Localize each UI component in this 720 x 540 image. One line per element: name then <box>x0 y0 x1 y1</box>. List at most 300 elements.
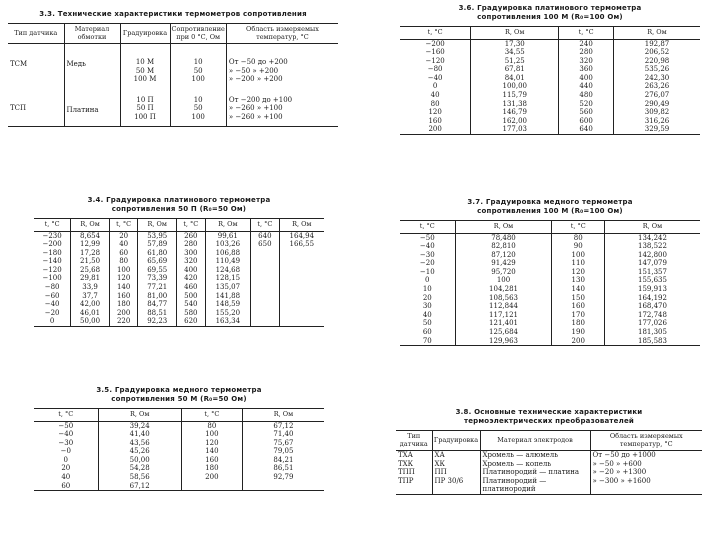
table-cell: 120 <box>428 108 442 117</box>
table-cell: 67,12 <box>98 482 181 491</box>
table-row <box>34 300 324 309</box>
table-cell: −160 <box>425 48 445 57</box>
table-cell: 51,25 <box>471 57 559 66</box>
table-row <box>400 268 700 277</box>
table-cell: 200 <box>552 337 604 346</box>
table-cell: Хромель — копель <box>480 460 590 469</box>
table-cell: 67,81 <box>471 65 559 74</box>
table-cell <box>251 257 279 266</box>
table-cell: 104,281 <box>455 285 552 294</box>
table-cell: 17,28 <box>71 249 110 258</box>
table-3-5-block <box>34 386 324 491</box>
col-header: R, Ом <box>138 219 177 232</box>
table-cell: ХК <box>432 460 480 469</box>
col-header: t, °С <box>109 219 137 232</box>
table-cell: −10 <box>419 267 435 276</box>
table-cell: 41,40 <box>98 430 181 439</box>
table-row <box>8 84 338 126</box>
table-cell: 316,26 <box>614 117 701 126</box>
table-cell: 95,720 <box>455 268 552 277</box>
table-row <box>34 430 324 439</box>
table-cell: 124,68 <box>205 266 251 275</box>
table-cell: 290,49 <box>614 100 701 109</box>
table-cell: 57,89 <box>138 240 177 249</box>
table-cell: −40 <box>419 242 435 251</box>
table-cell: 155,20 <box>205 309 251 318</box>
table-row <box>34 439 324 448</box>
table-cell: 131,38 <box>471 100 559 109</box>
table-cell: 10 М 50 М 100 М <box>120 44 170 84</box>
table-row <box>400 48 700 57</box>
table-cell: 80 <box>181 421 242 430</box>
table-cell: 69,55 <box>138 266 177 275</box>
table-cell: 360 <box>559 65 614 74</box>
col-header: Градуировка <box>432 431 480 451</box>
col-header: t, °С <box>177 219 205 232</box>
table-3-4-block <box>34 196 324 327</box>
table-cell: 42,00 <box>71 300 110 309</box>
col-header: R, Ом <box>604 221 700 234</box>
table-cell: 50,00 <box>71 317 110 326</box>
table-cell <box>251 266 279 275</box>
table-3-5 <box>34 408 324 491</box>
table-cell <box>251 249 279 258</box>
table-row <box>34 464 324 473</box>
table-3-6 <box>400 26 700 135</box>
table-cell: 260 <box>177 231 205 240</box>
table-cell: 92,79 <box>242 473 324 482</box>
table-cell: 300 <box>177 249 205 258</box>
table-3-6-title: 3.6. Градуировка платинового термометра сопротивления 100 М (R₀=100 Ом) <box>458 4 642 21</box>
table-row <box>400 233 700 242</box>
table-3-4 <box>34 218 324 327</box>
col-header: R, Ом <box>471 27 559 40</box>
table-cell: 100 <box>455 276 552 285</box>
table-cell: 160 <box>181 456 242 465</box>
table-cell: −30 <box>419 250 435 259</box>
table-cell: 0 <box>34 317 71 326</box>
table-cell: 150 <box>552 294 604 303</box>
table-cell: 560 <box>559 108 614 117</box>
table-row <box>400 242 700 251</box>
table-cell: 400 <box>177 266 205 275</box>
col-header: t, °С <box>34 409 98 422</box>
table-row <box>34 274 324 283</box>
table-cell: 117,121 <box>455 311 552 320</box>
col-header: Сопротивление при 0 °С, Ом <box>170 24 226 44</box>
col-header: t, °С <box>400 221 455 234</box>
table-cell: 160 <box>428 116 442 125</box>
table-cell: 100 <box>181 430 242 439</box>
table-cell: 146,79 <box>471 108 559 117</box>
table-cell <box>181 482 242 491</box>
table-cell: 40 <box>61 473 71 482</box>
table-cell: 92,23 <box>138 317 177 326</box>
table-cell <box>279 309 324 318</box>
table-cell: −120 <box>42 265 62 274</box>
table-row <box>400 125 700 134</box>
table-cell: 33,9 <box>71 283 110 292</box>
table-row <box>400 57 700 66</box>
table-row <box>400 302 700 311</box>
table-cell: 40 <box>109 240 137 249</box>
table-cell: 320 <box>177 257 205 266</box>
table-cell: 535,26 <box>614 65 701 74</box>
table-cell <box>251 292 279 301</box>
table-cell: 39,24 <box>98 421 181 430</box>
table-cell: 100,00 <box>471 82 559 91</box>
table-cell: 190 <box>552 328 604 337</box>
table-cell: 177,026 <box>604 319 700 328</box>
table-cell: −20 <box>419 259 435 268</box>
table-cell: −50 <box>58 421 74 430</box>
table-cell: 200 <box>109 309 137 318</box>
table-cell <box>242 482 324 491</box>
table-cell: ТПП <box>398 468 415 477</box>
table-cell: 100 <box>109 266 137 275</box>
table-cell: 180 <box>552 319 604 328</box>
table-cell: 120 <box>552 268 604 277</box>
table-cell: ТХК <box>398 459 414 468</box>
table-cell: −40 <box>58 430 74 439</box>
table-cell: 10 <box>422 285 432 294</box>
table-cell: 159,913 <box>604 285 700 294</box>
table-cell <box>279 257 324 266</box>
table-row <box>34 447 324 456</box>
table-3-7 <box>400 220 700 346</box>
table-cell: 12,99 <box>71 240 110 249</box>
table-cell: 115,79 <box>471 91 559 100</box>
table-cell: 108,563 <box>455 294 552 303</box>
table-cell: 129,963 <box>455 337 552 346</box>
table-cell <box>251 317 279 326</box>
table-row <box>34 231 324 240</box>
col-header: t, °С <box>559 27 614 40</box>
table-cell: » −20 » +1300 <box>590 468 702 477</box>
table-cell: 125,684 <box>455 328 552 337</box>
table-cell: 500 <box>177 292 205 301</box>
table-cell: ПР 30/6 <box>432 477 480 495</box>
table-cell <box>279 317 324 326</box>
table-cell: 10 50 100 <box>170 84 226 126</box>
table-cell: 147,079 <box>604 259 700 268</box>
table-cell: 280 <box>559 48 614 57</box>
table-cell <box>251 309 279 318</box>
table-3-7-block <box>400 198 700 346</box>
table-cell: Медь <box>64 44 120 84</box>
col-header: Область измеряемых температур, °С <box>590 431 702 451</box>
table-cell: 192,87 <box>614 39 701 48</box>
table-cell: 10 П 50 П 100 П <box>120 84 170 126</box>
col-header: R, Ом <box>98 409 181 422</box>
table-cell: 20 <box>61 464 71 473</box>
table-cell: 88,51 <box>138 309 177 318</box>
table-row <box>34 473 324 482</box>
table-cell: 620 <box>177 317 205 326</box>
table-row <box>396 460 702 469</box>
col-header: R, Ом <box>71 219 110 232</box>
table-cell: 99,61 <box>205 231 251 240</box>
table-row <box>400 276 700 285</box>
table-cell: −40 <box>44 300 60 309</box>
table-cell: −50 <box>419 233 435 242</box>
table-cell: 120 <box>109 274 137 283</box>
table-cell: 78,480 <box>455 233 552 242</box>
table-cell: −230 <box>42 231 62 240</box>
table-cell: 0 <box>63 455 69 464</box>
table-row <box>34 482 324 491</box>
col-header: R, Ом <box>205 219 251 232</box>
table-cell: 650 <box>251 240 279 249</box>
table-3-8-title: 3.8. Основные технические характеристики термоэлектрических преобразователей <box>455 408 643 425</box>
table-cell <box>279 266 324 275</box>
table-cell <box>251 274 279 283</box>
table-row <box>34 309 324 318</box>
table-cell: 53,95 <box>138 231 177 240</box>
table-row <box>34 257 324 266</box>
table-cell: 164,192 <box>604 294 700 303</box>
table-cell: 120 <box>181 439 242 448</box>
table-row <box>400 74 700 83</box>
table-cell: 140 <box>109 283 137 292</box>
table-cell: От −50 до +1000 <box>590 451 702 460</box>
table-cell: 84,01 <box>471 74 559 83</box>
table-cell: 71,40 <box>242 430 324 439</box>
table-cell: ПП <box>432 468 480 477</box>
table-cell: −0 <box>60 447 71 456</box>
table-cell: 200 <box>181 473 242 482</box>
table-cell: 82,810 <box>455 242 552 251</box>
table-cell: Платинородий — платина <box>480 468 590 477</box>
table-row <box>400 328 700 337</box>
table-cell: 79,05 <box>242 447 324 456</box>
table-cell: 65,69 <box>138 257 177 266</box>
table-cell: 480 <box>559 91 614 100</box>
table-cell: 61,80 <box>138 249 177 258</box>
table-row <box>400 311 700 320</box>
table-cell: 220 <box>109 317 137 326</box>
table-cell: 130 <box>552 276 604 285</box>
table-cell: 134,242 <box>604 233 700 242</box>
table-row <box>8 44 338 84</box>
table-cell: 8,654 <box>71 231 110 240</box>
table-cell: −80 <box>44 283 60 292</box>
table-cell: 600 <box>559 117 614 126</box>
table-cell: 110,49 <box>205 257 251 266</box>
table-row <box>34 292 324 301</box>
table-cell: 151,357 <box>604 268 700 277</box>
table-cell: 40 <box>422 310 432 319</box>
table-cell: 329,59 <box>614 125 701 134</box>
table-row <box>400 100 700 109</box>
table-cell: 77,21 <box>138 283 177 292</box>
table-cell: −60 <box>44 291 60 300</box>
table-cell: ХА <box>432 451 480 460</box>
table-row <box>400 259 700 268</box>
table-3-8-block <box>396 408 702 495</box>
table-cell <box>279 283 324 292</box>
table-cell: 17,30 <box>471 39 559 48</box>
table-cell <box>279 274 324 283</box>
table-cell: 43,56 <box>98 439 181 448</box>
table-cell: 25,68 <box>71 266 110 275</box>
table-cell: 75,67 <box>242 439 324 448</box>
table-cell: 30 <box>422 302 432 311</box>
table-cell: 220,98 <box>614 57 701 66</box>
table-cell: 138,522 <box>604 242 700 251</box>
table-cell: 103,26 <box>205 240 251 249</box>
col-header: Область измеряемых температур, °С <box>226 24 338 44</box>
table-cell: 160 <box>552 302 604 311</box>
table-cell: 60 <box>109 249 137 258</box>
table-cell: 100 <box>552 251 604 260</box>
table-cell: От −50 до +200 » −50 » +200 » −200 » +200 <box>226 44 338 84</box>
table-cell: 400 <box>559 74 614 83</box>
col-header: R, Ом <box>455 221 552 234</box>
table-row <box>396 477 702 495</box>
table-cell: 135,07 <box>205 283 251 292</box>
table-cell: » −50 » +600 <box>590 460 702 469</box>
table-cell: ТСМ <box>10 59 28 68</box>
table-cell: ТХА <box>398 451 413 459</box>
col-header: R, Ом <box>242 409 324 422</box>
table-row <box>400 39 700 48</box>
table-cell: От −200 до +100 » −260 » +100 » −260 » +100 <box>226 84 338 126</box>
col-header: Тип датчика <box>396 431 432 451</box>
table-cell: −180 <box>42 248 62 257</box>
table-cell: 320 <box>559 57 614 66</box>
table-row <box>34 421 324 430</box>
table-cell: 45,26 <box>98 447 181 456</box>
table-3-4-title: 3.4. Градуировка платинового термометра сопротивления 50 П (R₀=50 Ом) <box>87 196 271 213</box>
table-cell: 177,03 <box>471 125 559 134</box>
table-cell: 166,55 <box>279 240 324 249</box>
table-cell: Хромель — алюмель <box>480 451 590 460</box>
table-cell: 141,88 <box>205 292 251 301</box>
table-cell: 86,51 <box>242 464 324 473</box>
table-3-5-title: 3.5. Градуировка медного термометра сопротивления 50 М (R₀=50 Ом) <box>96 386 262 403</box>
table-cell: Платина <box>64 84 120 126</box>
table-cell: 180 <box>181 464 242 473</box>
table-cell: ТСП <box>8 84 64 126</box>
table-cell: 309,82 <box>614 108 701 117</box>
col-header: Тип датчика <box>8 24 64 44</box>
table-cell: 0 <box>432 82 438 91</box>
table-cell: 276,07 <box>614 91 701 100</box>
table-3-7-title: 3.7. Градуировка медного термометра сопротивления 100 М (R₀=100 Ом) <box>467 198 633 215</box>
table-cell <box>279 292 324 301</box>
table-cell: 155,635 <box>604 276 700 285</box>
col-header: Материал обмотки <box>64 24 120 44</box>
table-row <box>34 240 324 249</box>
table-3-6-block <box>400 4 700 135</box>
table-cell: 168,470 <box>604 302 700 311</box>
table-cell: Платинородий — платинородий <box>480 477 590 495</box>
table-row <box>400 65 700 74</box>
col-header: t, °С <box>552 221 604 234</box>
table-cell: 21,50 <box>71 257 110 266</box>
table-cell: 121,401 <box>455 319 552 328</box>
table-cell: 172,748 <box>604 311 700 320</box>
table-cell: −140 <box>42 257 62 266</box>
table-3-3-title: 3.3. Технические характеристики термометров сопротивления <box>39 10 307 18</box>
col-header: t, °С <box>251 219 279 232</box>
table-cell: 140 <box>552 285 604 294</box>
table-cell: 185,583 <box>604 337 700 346</box>
table-cell: −80 <box>427 65 443 74</box>
table-cell <box>251 283 279 292</box>
table-cell: −200 <box>42 240 62 249</box>
table-3-8 <box>396 430 702 495</box>
table-row <box>400 117 700 126</box>
table-row <box>396 468 702 477</box>
col-header: Материал электродов <box>480 431 590 451</box>
table-cell: 40 <box>430 91 440 100</box>
table-cell <box>279 300 324 309</box>
table-cell: 180 <box>109 300 137 309</box>
table-cell: −30 <box>58 438 74 447</box>
table-cell: 84,21 <box>242 456 324 465</box>
table-cell: −40 <box>427 73 443 82</box>
table-cell: 54,28 <box>98 464 181 473</box>
table-cell: 10 50 100 <box>170 44 226 84</box>
table-cell: 440 <box>559 82 614 91</box>
col-header: t, °С <box>400 27 471 40</box>
table-cell: 20 <box>422 293 432 302</box>
table-cell: 58,56 <box>98 473 181 482</box>
table-cell: 263,26 <box>614 82 701 91</box>
table-cell: 181,305 <box>604 328 700 337</box>
table-cell: 140 <box>181 447 242 456</box>
table-row <box>400 91 700 100</box>
table-cell: 164,94 <box>279 231 324 240</box>
table-cell: 106,88 <box>205 249 251 258</box>
table-cell: 112,844 <box>455 302 552 311</box>
table-3-3 <box>8 23 338 127</box>
table-cell <box>279 249 324 258</box>
table-row <box>400 285 700 294</box>
table-cell: 200 <box>400 125 471 134</box>
table-cell: 91,429 <box>455 259 552 268</box>
col-header: R, Ом <box>279 219 324 232</box>
table-cell: 110 <box>552 259 604 268</box>
table-row <box>34 317 324 326</box>
table-cell: −100 <box>42 274 62 283</box>
table-row <box>400 294 700 303</box>
table-cell: 520 <box>559 100 614 109</box>
table-cell: 37,7 <box>71 292 110 301</box>
table-cell: 540 <box>177 300 205 309</box>
table-cell: 640 <box>559 125 614 134</box>
table-cell: 148,59 <box>205 300 251 309</box>
table-cell: 50,00 <box>98 456 181 465</box>
table-cell: 80 <box>552 233 604 242</box>
col-header: t, °С <box>34 219 71 232</box>
table-cell: 34,55 <box>471 48 559 57</box>
table-cell: 84,77 <box>138 300 177 309</box>
table-cell: 20 <box>109 231 137 240</box>
table-cell: 46,01 <box>71 309 110 318</box>
table-cell: 80 <box>430 99 440 108</box>
table-cell: −20 <box>44 308 60 317</box>
table-cell: 50 <box>422 319 432 328</box>
table-cell: 60 <box>422 328 432 337</box>
table-cell: 240 <box>559 39 614 48</box>
table-cell: 128,15 <box>205 274 251 283</box>
table-row <box>34 266 324 275</box>
table-row <box>400 108 700 117</box>
table-row <box>34 249 324 258</box>
